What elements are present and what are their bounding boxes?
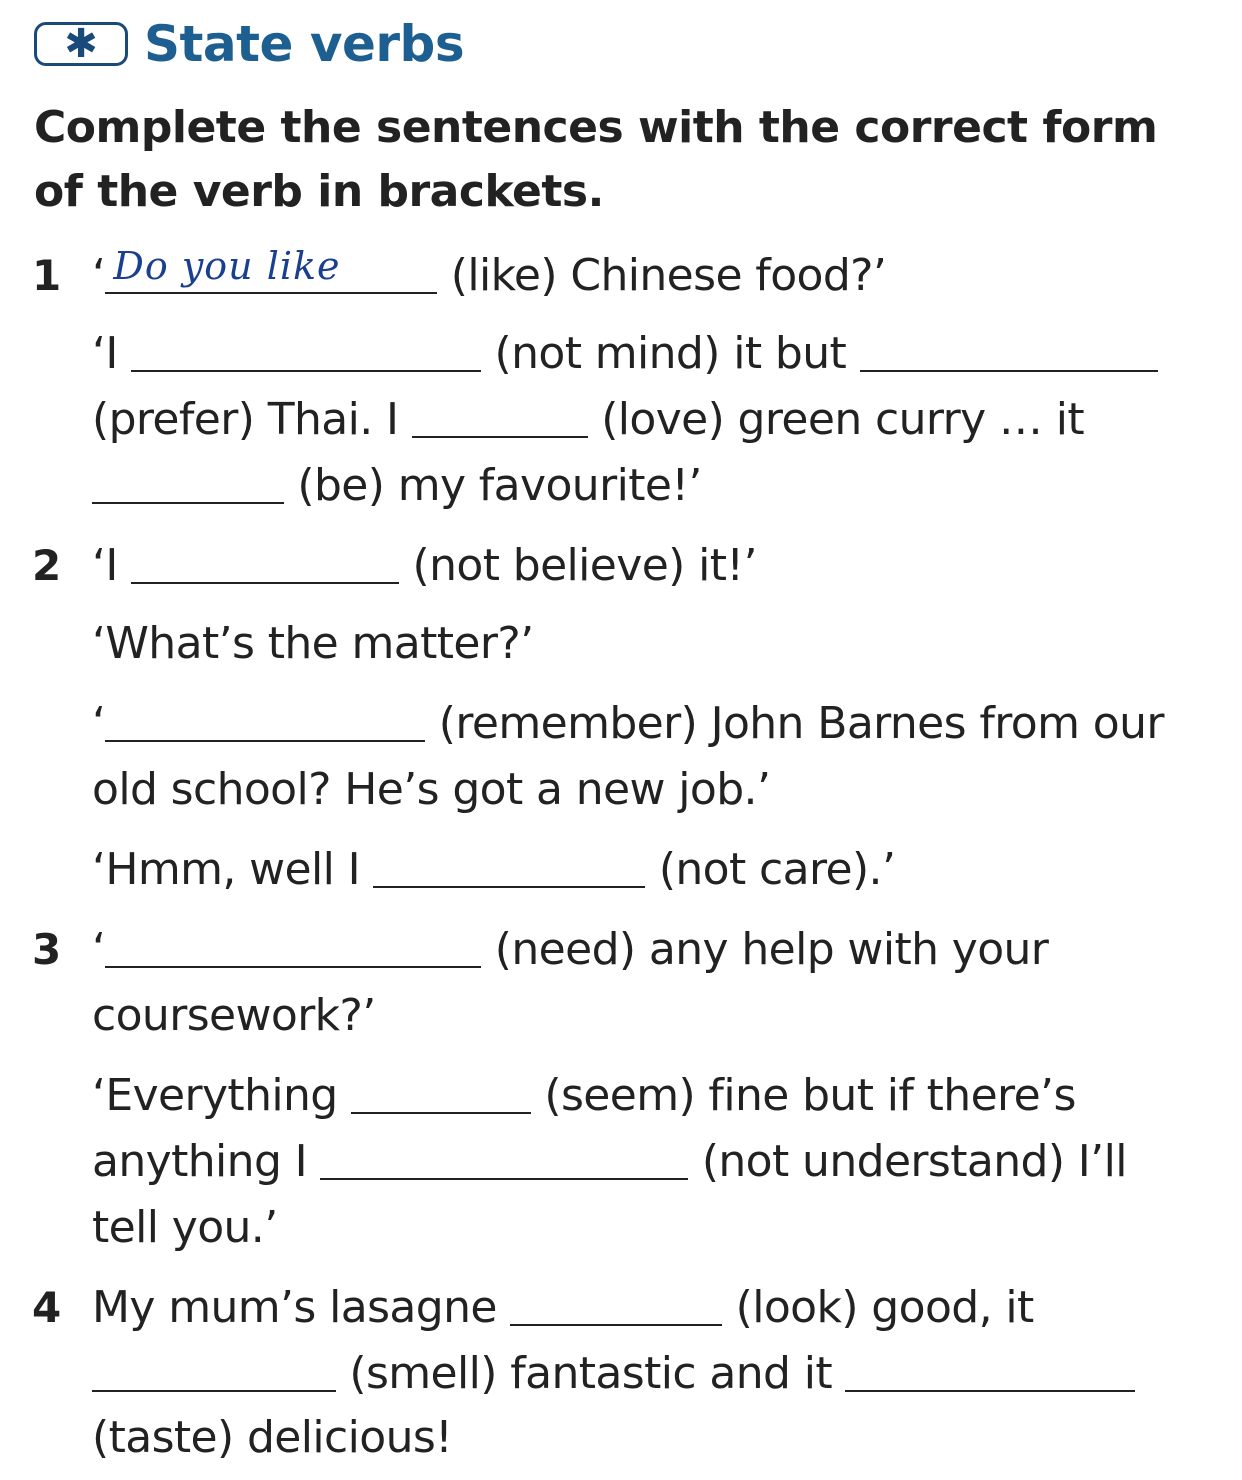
item1-line3	[92, 392, 1084, 448]
item3-line3-start: ‘Everything	[92, 1070, 338, 1121]
item1-line4-end: (be) my favourite!’	[297, 460, 702, 511]
item3-line1-quote: ‘	[92, 924, 106, 975]
item2-line5-end: (not care).’	[658, 844, 896, 895]
item2-line1-end: (not believe) it!’	[412, 540, 757, 591]
item3-blank-not-understand[interactable]	[320, 1138, 688, 1180]
item2-line5	[92, 842, 895, 898]
item3-line4-start: anything I	[92, 1136, 308, 1187]
item3-line1-end: (need) any help with your	[494, 924, 1049, 975]
item2-line3-end: (remember) John Barnes from our	[438, 698, 1164, 749]
item1-handwritten-answer: Do you like	[113, 244, 341, 288]
item-number-1: 1	[32, 251, 62, 300]
item-number-2: 2	[32, 541, 62, 590]
item3-line3-end: (seem) fine but if there’s	[544, 1070, 1076, 1121]
item1-line1	[92, 244, 887, 304]
item1-blank-not-mind[interactable]	[131, 330, 481, 372]
item4-blank-taste[interactable]	[845, 1350, 1135, 1392]
item1-blank-be[interactable]	[92, 462, 284, 504]
item4-line1-start: My mum’s lasagne	[92, 1282, 497, 1333]
item2-blank-remember[interactable]	[105, 700, 425, 742]
item-number-4: 4	[32, 1283, 62, 1332]
item4-line2	[92, 1346, 1135, 1402]
item4-line3: (taste) delicious!	[92, 1412, 453, 1463]
item1-line2-start: ‘I	[92, 328, 118, 379]
item3-line1	[92, 922, 1048, 978]
item3-blank-seem[interactable]	[351, 1072, 531, 1114]
item1-line3-end: (love) green curry … it	[601, 394, 1084, 445]
item2-blank-not-care[interactable]	[373, 846, 645, 888]
item3-line2: coursework?’	[92, 990, 376, 1041]
difficulty-star-icon: ✱	[34, 22, 128, 66]
item1-line2-middle: (not mind) it but	[494, 328, 847, 379]
item4-blank-look[interactable]	[510, 1284, 722, 1326]
item1-answer-blank[interactable]	[105, 244, 437, 294]
item2-line1	[92, 538, 757, 594]
item4-blank-smell[interactable]	[92, 1350, 336, 1392]
item1-blank-prefer[interactable]	[860, 330, 1158, 372]
item1-blank-love[interactable]	[412, 396, 588, 438]
item2-line3	[92, 696, 1164, 752]
item3-blank-need[interactable]	[105, 926, 481, 968]
item2-line2: ‘What’s the matter?’	[92, 618, 534, 669]
item1-line3-start: (prefer) Thai. I	[92, 394, 399, 445]
item2-line1-start: ‘I	[92, 540, 118, 591]
item1-line4	[92, 458, 702, 514]
item-number-3: 3	[32, 925, 62, 974]
item4-line1	[92, 1280, 1034, 1336]
item1-open-quote: ‘	[92, 250, 106, 301]
item4-line2-middle: (smell) fantastic and it	[349, 1348, 832, 1399]
item3-line4	[92, 1134, 1127, 1190]
item1-line1-text: (like) Chinese food?’	[450, 250, 887, 301]
exercise-instruction: Complete the sentences with the correct form of the verb in brackets.	[34, 102, 1158, 217]
item3-line3	[92, 1068, 1076, 1124]
item2-line5-start: ‘Hmm, well I	[92, 844, 361, 895]
item2-blank-not-believe[interactable]	[131, 542, 399, 584]
section-header	[34, 12, 464, 76]
item3-line5: tell you.’	[92, 1202, 278, 1253]
section-title: State verbs	[144, 15, 465, 73]
item3-line4-end: (not understand) I’ll	[701, 1136, 1127, 1187]
item2-line3-quote: ‘	[92, 698, 106, 749]
item1-line2	[92, 326, 1158, 382]
item2-line4: old school? He’s got a new job.’	[92, 764, 771, 815]
item4-line1-end: (look) good, it	[735, 1282, 1034, 1333]
